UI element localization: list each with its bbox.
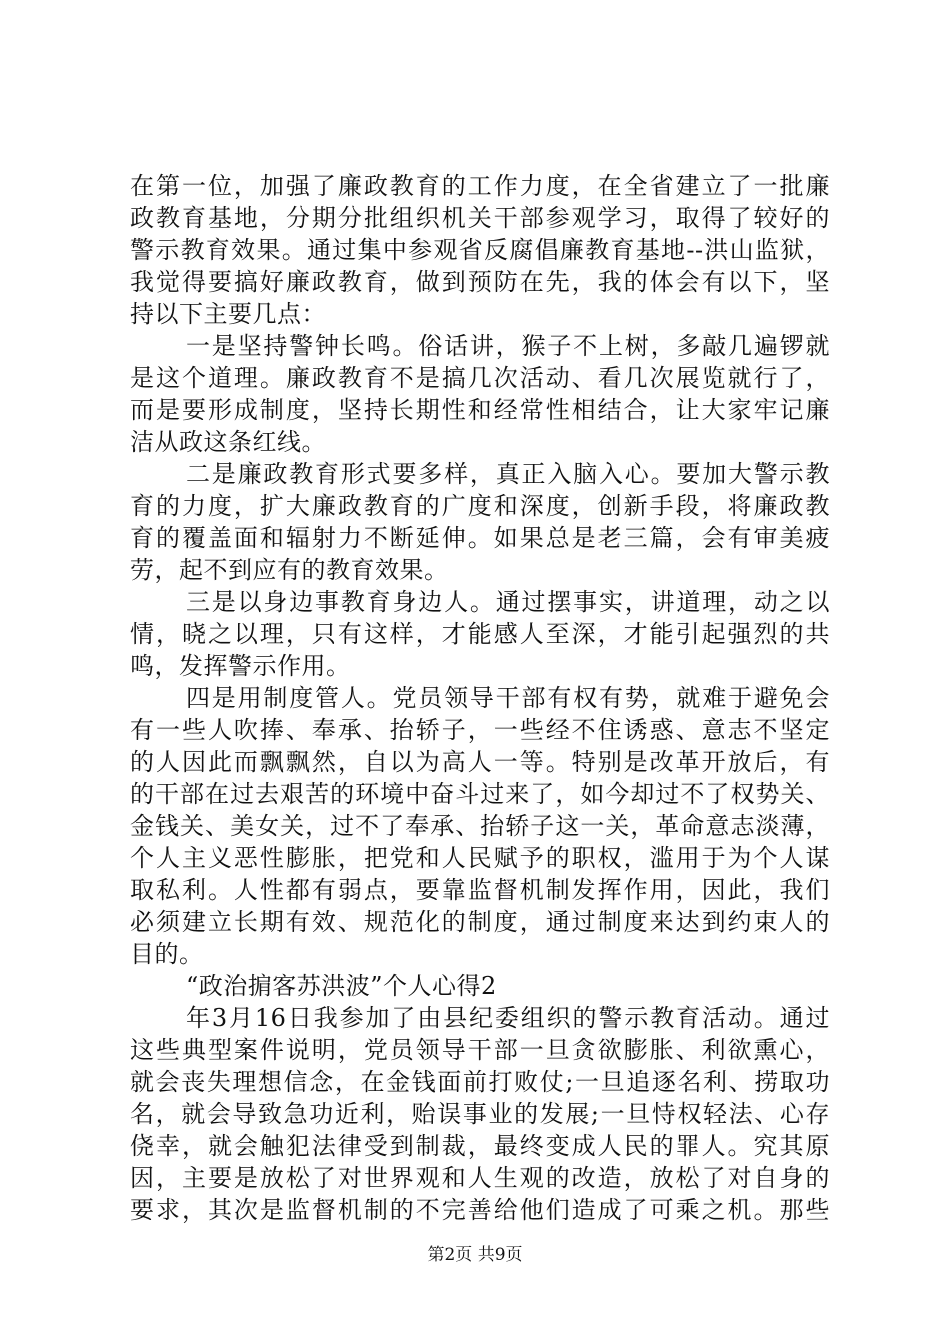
section-heading: “政治掮客苏洪波”个人心得2	[186, 972, 497, 1000]
text-line: 我觉得要搞好廉政教育，做到预防在先，我的体会有以下，坚	[130, 268, 830, 296]
text-line: 有一些人吹捧、奉承、抬轿子，一些经不住诱惑、意志不坚定	[130, 716, 830, 744]
text-line: 育的力度，扩大廉政教育的广度和深度，创新手段，将廉政教	[130, 492, 830, 520]
text-line: 个人主义恶性膨胀，把党和人民赋予的职权，滥用于为个人谋	[130, 844, 830, 872]
text-line: 金钱关、美女关，过不了奉承、抬轿子这一关，革命意志淡薄，	[130, 812, 830, 840]
text-line: 在第一位，加强了廉政教育的工作力度，在全省建立了一批廉	[130, 172, 830, 200]
text-line: 这些典型案件说明，党员领导干部一旦贪欲膨胀、利欲熏心，	[130, 1036, 830, 1064]
text-line: 持以下主要几点：	[130, 300, 326, 328]
text-line: 侥幸，就会触犯法律受到制裁，最终变成人民的罪人。究其原	[130, 1132, 830, 1160]
text-line: 洁从政这条红线。	[130, 428, 326, 456]
text-line: 的干部在过去艰苦的环境中奋斗过来了，如今却过不了权势关、	[130, 780, 830, 808]
text-line: 育的覆盖面和辐射力不断延伸。如果总是老三篇，会有审美疲	[130, 524, 830, 552]
page-number-footer: 第2页 共9页	[427, 1245, 523, 1265]
text-line: 政教育基地，分期分批组织机关干部参观学习，取得了较好的	[130, 204, 830, 232]
text-line: 警示教育效果。通过集中参观省反腐倡廉教育基地--洪山监狱，	[130, 236, 830, 264]
text-line: 必须建立长期有效、规范化的制度，通过制度来达到约束人的	[130, 908, 830, 936]
text-line: 一是坚持警钟长鸣。俗话讲，猴子不上树，多敲几遍锣就	[186, 332, 830, 360]
text-line: 取私利。人性都有弱点，要靠监督机制发挥作用，因此，我们	[130, 876, 830, 904]
text-line: 就会丧失理想信念，在金钱面前打败仗;一旦追逐名利、捞取功	[130, 1068, 830, 1096]
text-line: 年3月16日我参加了由县纪委组织的警示教育活动。通过	[186, 1004, 830, 1032]
text-line: 三是以身边事教育身边人。通过摆事实，讲道理，动之以	[186, 588, 830, 616]
text-line: 的人因此而飘飘然，自以为高人一等。特别是改革开放后，有	[130, 748, 830, 776]
text-line: 鸣，发挥警示作用。	[130, 652, 351, 680]
text-line: 因，主要是放松了对世界观和人生观的改造，放松了对自身的	[130, 1164, 830, 1192]
text-line: 情，晓之以理，只有这样，才能感人至深，才能引起强烈的共	[130, 620, 830, 648]
text-line: 目的。	[130, 940, 204, 968]
text-line: 是这个道理。廉政教育不是搞几次活动、看几次展览就行了，	[130, 364, 830, 392]
text-line: 四是用制度管人。党员领导干部有权有势，就难于避免会	[186, 684, 830, 712]
text-line: 而是要形成制度，坚持长期性和经常性相结合，让大家牢记廉	[130, 396, 830, 424]
text-line: 二是廉政教育形式要多样，真正入脑入心。要加大警示教	[186, 460, 830, 488]
text-line: 名，就会导致急功近利，贻误事业的发展;一旦恃权轻法、心存	[130, 1100, 830, 1128]
text-line: 劳，起不到应有的教育效果。	[130, 556, 449, 584]
document-body	[130, 170, 830, 1226]
text-line: 要求，其次是监督机制的不完善给他们造成了可乘之机。那些	[130, 1196, 830, 1224]
